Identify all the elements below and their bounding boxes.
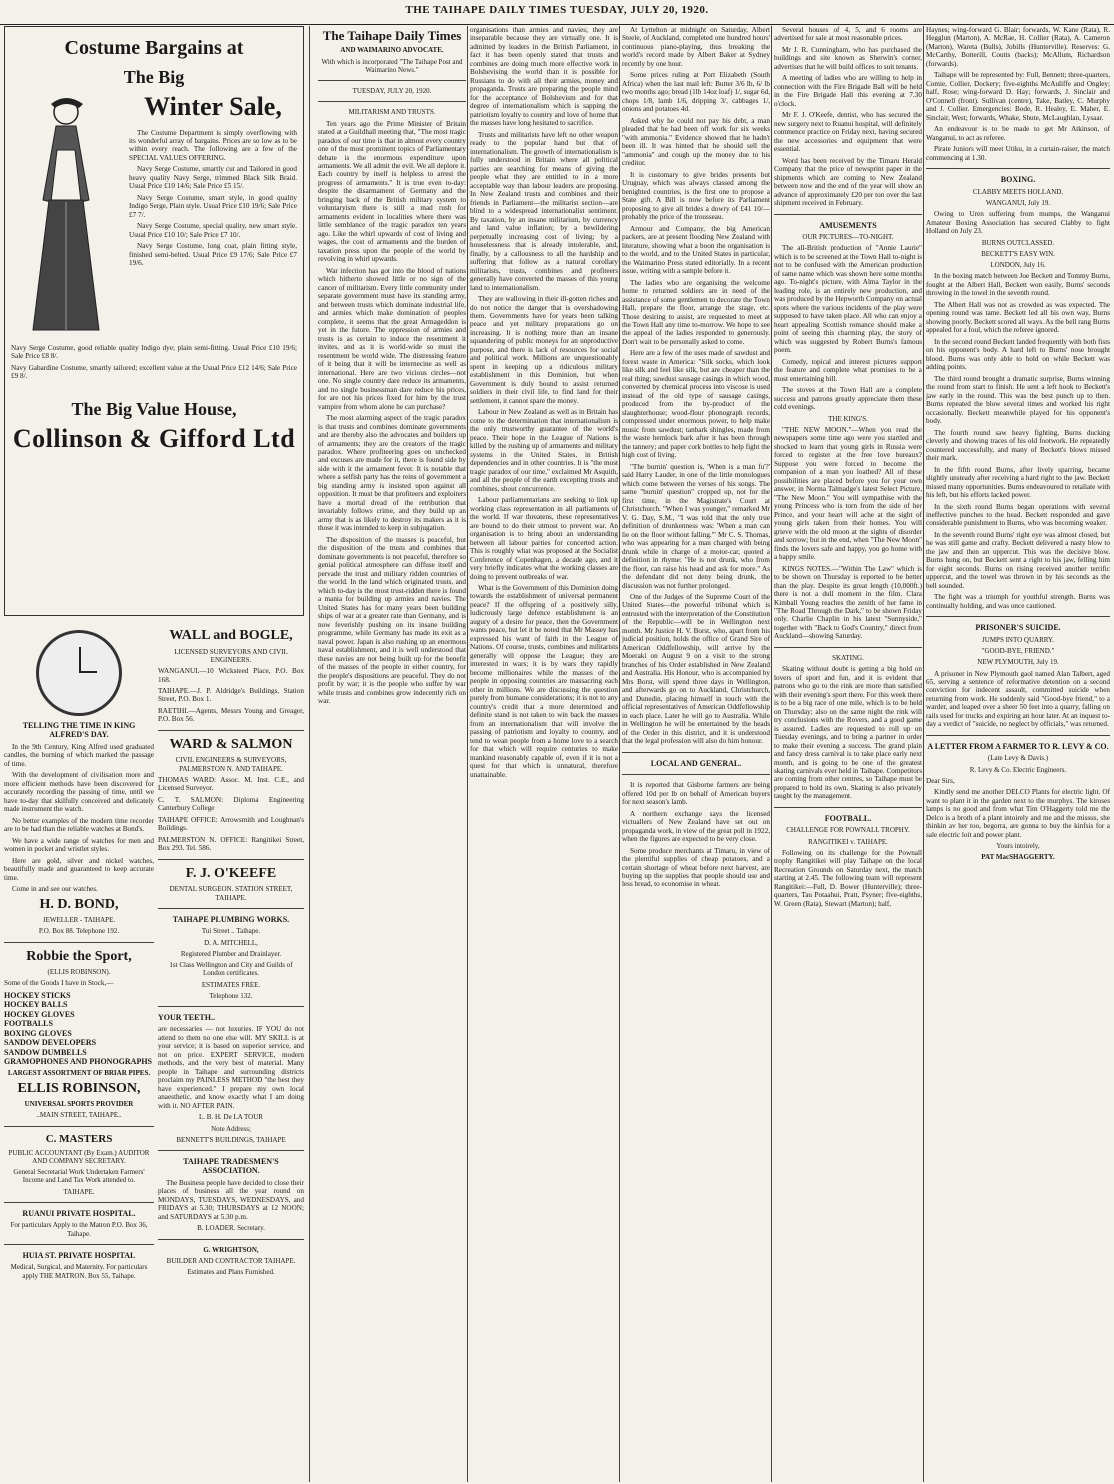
amuse-para: The all-British production of "Annie Laurie" which is to be screened at the Town Hall to-night is not to be confused with the American production of same name which was shown here some months ago. To-night's picture, with Alma Taylor in the leading role, is an entirely new production, and was produced by the Hepworth Company on actual spots where the various incidents of the play were supposed to have taken place. All who can enjoy a heart appealing Scottish romance should make a point of seeing this charming play, the story of which was suggested by Robert Burns's famous poem.: [774, 244, 922, 355]
bond-para: Come in and see our watches.: [12, 885, 98, 894]
winter-sale: Winter Sale,: [144, 91, 282, 121]
firm-name: Collinson & Gifford Ltd: [12, 424, 296, 453]
burns-heading: BURNS OUTCLASSED.: [981, 238, 1055, 247]
plumbing-line: 1st Class Wellington and City and Guilds of London certificates.: [169, 961, 293, 978]
masters-name: C. MASTERS: [45, 1132, 113, 1145]
bond-para: We have a wide range of watches for men and women in pocket and wristlet styles.: [4, 836, 154, 854]
ward-line: PALMERSTON N. OFFICE: Rangitikei Street, Box 293. Tel. 586.: [158, 835, 304, 853]
ward-line: C. T. SALMON: Diploma Engineering Canterbury College: [158, 795, 304, 813]
article-para: Labour parliamentarians are seeking to link up working class representation in all parliaments of the world. If war threatens, these representatives are bound to do their utmost to prevent war. An organisation is to bring about an understanding between all labour parties for concerted action. This is roughly what was proposed at the Socialist Conference of Copenhagen, a decade ago, and it very briefly indicates what the working classes are doing to prevent outbreaks of war.: [470, 496, 618, 581]
wrightson-est: Estimates and Plans Furnished.: [187, 1268, 275, 1277]
masters-l3: TAIHAPE.: [63, 1187, 95, 1196]
teeth-name: L. B. H. De LA TOUR: [199, 1113, 263, 1122]
column-rule: [309, 26, 310, 1482]
ward-title: WARD & SALMON: [169, 736, 293, 752]
teeth-text: are necessaries — not luxuries. IF YOU do not attend to them no one else will. MY SKILL is at your service; it is based on superior service, and not on price. EXPERT SERVICE, modern methods, and the very best of material. Many people in Taihape and surrounding districts proclaim my PAINLESS METHOD "the best they have experienced." I prepare my own local anaesthetic, and know exactly what I am doing with it. NO AFTER PAIN.: [158, 1025, 304, 1110]
boxing-para: In the sixth round Burns began operations with several ineffective punches to the head. Beckett responded and gave considerable punishment to Burns, who was becoming weaker.: [926, 502, 1110, 528]
clabby-heading: CLABBY MEETS HOLLAND.: [972, 187, 1064, 196]
costume-item: Navy Serge Costume, smart style, in good quality Indigo Serge, Plain style. Usual Price £10 19/6; Sale Price £7 7/.: [129, 193, 297, 219]
column-rule: [619, 26, 620, 1482]
letter-dear: Dear Sirs,: [926, 776, 955, 785]
robbie-sub: (ELLIS ROBINSON).: [47, 968, 111, 977]
plumbing-line: Tui Street .. Taihape.: [201, 927, 261, 936]
bond-name: H. D. BOND,: [39, 896, 119, 912]
plumbing-line: Registered Plumber and Drainlayer.: [180, 949, 282, 958]
bond-para: No better examples of the modern time recorder are to be had than the reliable watches at Bond's.: [4, 816, 154, 834]
costume-item: Navy Serge Costume, long coat, plain fitting style, finished semi-belted. Usual Price £9 17/6; Sale Price £7 19/6.: [129, 242, 297, 268]
news-para: Mr J. R. Cunningham, who has purchased the buildings and site known as Sherwin's corner, advertises that he will build offices to suit tenants.: [774, 45, 922, 71]
boxing-para: The third round brought a dramatic surprise, Burns winning the round from start to finish. He sent a left hook to Beckett's jaw early in the round. This was the best punch up to then. Burns repeated the blow several times and worked his right occasionally. Beckett meanwhile played for his opponent's body.: [926, 374, 1110, 426]
watch-icon: [36, 630, 122, 716]
bond-para: In the 9th Century, King Alfred used graduated candles, the burning of which marked the passage of time.: [4, 742, 154, 768]
the-big: The Big: [123, 66, 185, 87]
okeefe-sub: DENTAL SURGEON. STATION STREET, TAIHAPE.: [169, 885, 293, 902]
costume-item: Navy Serge Costume, special quality, new smart style. Usual Price £10 10/; Sale Price £7 10/.: [129, 222, 297, 239]
masters-l2: General Secretarial Work Undertaken Farmers' Income and Land Tax Work attended to.: [13, 1168, 145, 1185]
ward-line: TAIHAPE OFFICE: Arrowsmith and Loughnan's Buildings.: [158, 815, 304, 833]
np-dateline: NEW PLYMOUTH, July 19.: [977, 658, 1059, 667]
boxing-heading: BOXING.: [1000, 175, 1036, 185]
editorial-date: TUESDAY, JULY 20, 1920.: [352, 87, 432, 96]
teeth-addr: BENNETT'S BUILDINGS, TAIHAPE: [176, 1135, 286, 1144]
kings-para: "THE NEW MOON."—When you read the newspapers some time ago were you startled and shocked to learn that young girls in Russia were forced to register at the free love bureaux? Suppose you were forced to become the companion of a man you loathed? All of these possibilities are placed before you for your own answer, in Norma Talmadge's latest Select Picture, "The New Moon." You will sympathise with the young Princess who is torn from the side of her Prince, and your heart will ache at the sight of young girls taken from their homes. You will grieve with the old moon at the sights of disorder and sorrow; but in the end, when "The New Moon" finds the lovers safe and happy, you go home with a happy smile.: [774, 425, 922, 562]
sport-column: [926, 26, 1110, 1480]
boxing-para: The fourth round saw heavy fighting, Burns ducking cleverly and showing traces of his old footwork. He repeatedly countered successfully, and many of Beckett's blows missed their mark.: [926, 428, 1110, 463]
letter-heading: A LETTER FROM A FARMER TO R. LEVY & CO.: [927, 741, 1109, 751]
masters-l1: PUBLIC ACCOUNTANT (By Exam.) AUDITOR AND COMPANY SECRETARY.: [8, 1148, 150, 1165]
article-para: Trusts and militarists have left no other weapon ready to the popular hand but that of internationalism. The growth of internationalism is fully understood in Britain where all political parties are searching for means of giving the people what they are entitled to in a more acceptable way than labour leaders are proposing. In New Zealand trusts and combines and their friends in Parliament—the militarist section—are blind to a widespread internationalist sentiment. By taxation, by an insane militarism, by currency and land value inflation; by a bewildering perpetually increasing cost of living; by a houselessness that is already intolerable, and, finally, by a callousness to all the hardship and suffering that follow as a natural corollary militarists, trusts, combines and profiteers generally have converted the masses of this young land to internationalism.: [470, 130, 618, 292]
sport-para: Pirate Juniors will meet Utiku, in a curtain-raiser, the match commencing at 1.30.: [926, 145, 1110, 162]
boxing-para: In the second round Beckett landed frequently with both fists on his opponent's body. A hard left to Burns' nose brought blood. Burns was only able to hold on while Beckett was adding points.: [926, 337, 1110, 372]
robbie-title: Robbie the Sport,: [26, 948, 132, 964]
sport-para: Taihape will be represented by: Full, Bennett; three-quarters, Comie, Collier, Dockery; five-eighths McAuliffe and Ongley; half, Rose; wing-forward D. Hay; forwards, J. Sinclair and O'Connell (front). Sullivan (centre), Take, Batley, C. Murphy and J. Collier. Emergencies: Bode, R. Healey, E. Maher, E. Sinclair, West; forwards, Whake, Shute, McLaughlan, Lysaar.: [926, 71, 1110, 122]
letter-late: (Late Levy & Davis.): [987, 754, 1049, 763]
bond-para: Here are gold, silver and nickel watches, beautifully made and guaranteed to keep accurate time.: [4, 856, 154, 882]
kings-heading: THE KING'S.: [828, 414, 868, 423]
boxing-para: In the fifth round Burns, after lively sparring, became slightly unsteady after receiving a hard right to the jaw. Beckett missed many opportunities. Burns endeavoured to retaliate with his left, but his efforts lacked power.: [926, 465, 1110, 500]
editorial-para: War infection has got into the blood of nations which hitherto showed little or no sign of the cancer of militarism. Every little community under separate government must have its standing army, and between trusts which dominate industrial life, and armies which make domination of peoples complete, it seems that the great Armageddon is yet in the future. The oppression of armies and trusts is as certain to induce the resentment it invites, and as it is world-wide so must the resentment be world wide. The distressing feature of it being that it will be internecine as well as international. Here are two vicious circles—not one. No single country dare reduce its armaments, and no single businessman dare reduce his prices, for are not his prices fixed for him by the trust vampire from whom alone he can purchase?: [318, 266, 466, 411]
robbie-item: BOXING GLOVES: [4, 1028, 72, 1038]
paper-title: The Taihape Daily Times: [322, 28, 462, 43]
bond-title: TELLING THE TIME IN KING ALFRED'S DAY.: [22, 721, 136, 740]
news-para: Some produce merchants at Timaru, in view of the plentiful supplies of cheap potatoes, and a certain shortage of wheat before next harvest, are buying up the supplies that people should use and less bread, to economise in wheat.: [622, 846, 770, 889]
news-para: Word has been received by the Timaru Herald Company that the price of newsprint paper in the shipments which are coming to New Zealand between now and the end of the year will show an advance of approximately £20 per ton over the last shipment received in February.: [774, 156, 922, 208]
wall-sub: LICENSED SURVEYORS AND CIVIL ENGINEERS.: [174, 647, 288, 664]
teeth-role: Note Address;: [211, 1124, 251, 1133]
wrightson-name: G. WRIGHTSON,: [203, 1245, 259, 1254]
robbie-item: GRAMOPHONES AND PHONOGRAPHS: [4, 1056, 153, 1066]
professional-ads: [158, 626, 304, 1480]
costume-item: Navy Gabardine Costume, smartly tailored; excellent value at the Usual Price £12 14/6; Sale Price £9 8/.: [11, 363, 297, 381]
robbie-item: FOOTBALLS: [4, 1019, 53, 1029]
news-para: One of the Judges of the Supreme Court of the United States—the powerful tribunal which is entrusted with the interpretation of the Constitution of the Republic—will be in Wellington next month. Mr Justice H. V. Borst, who, apart from his judicial position, holds the office of Grand Sire of American Oddfellowship, will arrive by the Moeraki on August 9 on a visit to the strong branches of his Order established in New Zealand and Australia. His Honour, who is accompanied by Mrs Borst, will spend three days in Wellington, and afterwards go on to Auckland, Christchurch, and Dunedin, placing himself in touch with the official representatives of American Oddfellowship in each place. Later he will go to Australia. While in Wellington he will be entertained by the heads of the Order in this district, and it is understood that the legal profession will also do him honour.: [622, 593, 770, 746]
column-rule: [467, 26, 468, 1482]
editorial-para: The most alarming aspect of the tragic paradox is that trusts and combines dominate governments and are thereby also the advocates and builders up of armaments; they are the creators of the tragic paradox. Where profiteering goes on unchecked and excuses are made for it, there is found side by side with it the armament fever. It is notable that where a selfish party has the reins of government a big standing army is insisted upon against all opposition. It must be that profiteers and exploiters have a mortal dread of the retribution that invariably follows crime, and they build up an army that is as likely to destroy its makers as it is those it was intended to keep in subjugation.: [318, 414, 466, 533]
letter-levy: R. Levy & Co. Electric Engineers.: [969, 765, 1067, 774]
letter-yours: Yours intoirely,: [996, 842, 1040, 851]
okeefe-title: F. J. O'KEEFE: [185, 865, 277, 881]
robbie-item: HOCKEY GLOVES: [4, 1009, 75, 1019]
wanganui-dateline: WANGANUI, July 19.: [985, 198, 1051, 207]
column-rule: [923, 26, 924, 1482]
ellis-prov: UNIVERSAL SPORTS PROVIDER: [24, 1100, 134, 1109]
editorial-para: The disposition of the masses is peaceful, but the disposition of the trusts and combines that dominate governments is not peaceful, therefore so genial political atmosphere can diffuse itself and pervade the trust and military ridden countries of the world. In the land which originated trusts, and which to-day is the most trust-ridden there is found a mania for building up armies and navies. The United States has for many years been building ships of war at a greater rate than Germany, and is now feverishly pushing on its insane building programme, while Germany has made its exit as a naval power. Japan is also rushing up an enormous naval establishment, and it is well understood that these navies are not being built up for the benefit of the masses of the people in either country, for the people's dispositions are peaceful. They do not profit by war; it is the people who suffer by war while trusts and combines grow indecently rich on war.: [318, 535, 466, 706]
wrightson-trade: BUILDER AND CONTRACTOR TAIHAPE.: [166, 1256, 296, 1265]
boxing-para: Owing to Uren suffering from mumps, the Wanganui Amateur Boxing Association has secured Clabby to fight Holland on July 23.: [926, 210, 1110, 236]
article-para: They are wallowing in their ill-gotten riches and do not notice the danger that is overshadowing them. Governments have for years been talking peace and yet military preparations go on increasing. It is nothing more than an insane squandering of public moneys for an unproductive purpose, and there is lack of resources for social and political work. Millions are unquestionably spent in keeping up a ridiculous military establishment in this Dominion, but when Government is duly bound to assist returned soldiers in their civil life, to find land for their settlement, it cannot spare the money.: [470, 295, 618, 405]
news-para: At Lyttelton at midnight on Saturday, Albert Steele, of Auckland, completed one hundred hours' continuous piano-playing, thus breaking the world's record made by Albert Baker at Sydney recently by one hour.: [622, 26, 770, 68]
quarry-heading: JUMPS INTO QUARRY.: [982, 635, 1054, 644]
editorial-para: Ten years ago the Prime Minister of Britain stated at a Guildhall meeting that, "The most tragic paradox of our time is that in almost every country one of the most prominent topics of Parliamentary debate is the enormous expenditure upon armaments. We all admit the evil. We all deplore it. Each country by itself is helpless to arrest the progress of armaments." It is true even to-day: despite the disarmament of Germany and the bringing back of the British military system to voluntaryism there is still a mad rush for armaments evident in localities where there was little semblance of the tragic paradox ten years ago. Like the whirl upwards of cost of living and wages, the cost of armaments and the burden of taxation press upon the people of the world by revolving in whirl upwards.: [318, 119, 466, 264]
masthead: THE TAIHAPE DAILY TIMES TUESDAY, JULY 20, 1920.: [0, 0, 1114, 25]
news-para: Mr F. J. O'Keefe, dentist, who has secured the new surgery next to Ruanui hospital, will definitely commence practice on Friday next, having secured the new accessories and equipment that were essential.: [774, 111, 922, 154]
robbie-largest: LARGEST ASSORTMENT OF BRIAR PIPES.: [7, 1069, 151, 1078]
costume-intro: The Costume Department is simply overflowing with its wonderful array of bargains. Prices are so low as to be within every reach. The following are a few of the SPECIAL VALUES OFFERING.: [129, 128, 297, 162]
tradesmen-text: The Business people have decided to close their places of business all the year round on MONDAYS, TUESDAYS, WEDNESDAYS, and FRIDAYS at 5.30; THURSDAYS at 12 NOON; and SATURDAYS at 5.30 p.m.: [158, 1178, 304, 1221]
plumbing-line: Telephone 132.: [209, 991, 253, 1000]
news-column: [622, 26, 770, 1480]
tradesmen-title: TAIHAPE TRADESMEN'S ASSOCIATION.: [183, 1157, 279, 1176]
huia-text: Medical, Surgical, and Maternity. For particulars apply THE MATRON. Box 55, Taihape.: [10, 1263, 148, 1280]
robbie-item: HOCKEY BALLS: [4, 1000, 68, 1010]
ellis-name: ELLIS ROBINSON,: [17, 1080, 141, 1096]
football-para: Following on its challenge for the Pownall trophy Rangitikei will play Taihape on the local Recreation Grounds on Saturday next, the match starting at 2.45. The following team will represent Rangitikei:—Full, D. Bower (Hunterville); three-quarters, Tau Potaahui, Pratt, Psyner; five-eighths, W. Green (Rata), Stewart (Marton); half,: [774, 848, 922, 908]
boxing-para: In the seventh round Burns' right eye was almost closed, but he was still game and crafty. Beckett delivered a nasty blow to the jaw and then an uppercut. This was the decisive blow. Burns hung on, but Beckett sent a right to his jaw, felling him for eight seconds. Burns on rising received another terrific uppercut, and the towel was thrown in by his seconds as the bell sounded.: [926, 530, 1110, 590]
article-para: What is the Government of this Dominion doing towards the establishment of universal permanent peace? If the offspring of a positively silly, ludicrously large defence establishment is an augury of a desire for peace, then the Government wants peace, but let it be noted that Mr Massey has expressed his want of faith in the League of Nations. Of course, trusts, combines and militarists generally will oppose the League; they are interested in wars; it is by wars they rapidly become millionaires while the masses of the people in opposing countries are massacring each other in millions. We are discussing the question purely from humane considerations; it is not to any country's credit that a more determined and definite stand is not taken to win back the masses from an internationalism that will involve the passing of patriotism and loyalty to country, and tend to wean people from a home love to a search for that which will require centuries to make mankind reasonably capable of, even if it is not a quest for that which is unnatural, therefore unattainable.: [470, 584, 618, 779]
amusements-column: [774, 26, 922, 1480]
sport-para: Haynes; wing-forward G. Blair; forwards, W. Kane (Rata), R. Hegglun (Marton), A. McRae, H. Collier (Rata), A. Cameron (Marton), Wareta (Bulls), Jobills (Hunterville). Reserves: G. McCarthy, Botterill, Coutts (backs); McAllum, Richardson (forwards).: [926, 26, 1110, 68]
ward-sub: CIVIL ENGINEERS & SURVEYORS, PALMERSTON N. AND TAIHAPE.: [175, 756, 287, 773]
robbie-item: HOCKEY STICKS: [4, 990, 71, 1000]
news-para: The ladies who are organising the welcome home to returned soldiers are in need of the assistance of some gentlemen to decorate the Town Hall, prepare the floor, arrange the stage, etc. Those desiring to assist, are requested to meet at the Town Hall any time to-morrow. We hope to see the appeal of the ladies responded to generously. Don't wait to be personally asked to come.: [622, 278, 770, 346]
letter-sig: PAT MacSHAGGERTY.: [981, 853, 1055, 862]
wall-line: RAETIHI.—Agents, Messrs Young and Greager, P.O. Box 56.: [158, 706, 304, 724]
skating-heading: SKATING.: [832, 653, 864, 662]
amuse-para: Comedy, topical and interest pictures support the feature and complete what promises to be a most entertaining bill.: [774, 357, 922, 383]
boxing-para: The fight was a triumph for youthful strength. Burns was continually holding, and was once cautioned.: [926, 593, 1110, 610]
wall-line: WANGANUI.—10 Wicksteed Place, P.O. Box 168.: [158, 667, 304, 684]
costume-title: Costume Bargains at: [64, 37, 244, 59]
news-para: A northern exchange says the licensed victuallers of New Zealand have set out on propaganda work, in view of the great poll in 1922, when the figures are expected to be very close.: [622, 809, 770, 844]
lady-illustration: [11, 90, 121, 340]
ruanui-text: For particulars Apply to the Matron P.O. Box 36, Taihape.: [10, 1221, 148, 1238]
suicide-para: A prisoner in New Plymouth gaol named Alan Talbert, aged 65, serving a sentence of reformative detention on a second conviction for indecent assault, committed suicide when returning from work. He suddenly said "Good-bye friend," to a warder, and leaped over a sheer 50 feet into a quarry, falling on rails used for trucks and expiring an hour later. At an inquest to-day a verdict of "suicide, no neglect by officials," was returned.: [926, 669, 1110, 729]
robbie-item: SANDOW DEVELOPERS: [4, 1038, 97, 1048]
pownall-heading: CHALLENGE FOR POWNALL TROPHY.: [786, 826, 910, 835]
huia-title: HUIA ST. PRIVATE HOSPITAL: [22, 1250, 136, 1260]
news-para: Several houses of 4, 5, and 6 rooms are advertised for sale at most reasonable prices.: [774, 26, 922, 43]
ellis-street: ..MAIN STREET, TAIHAPE..: [36, 1111, 122, 1120]
editorial-heading: MILITARISM AND TRUSTS.: [348, 108, 436, 117]
ruanui-title: RUANUI PRIVATE HOSPITAL.: [22, 1208, 136, 1218]
news-para: It is customary to give brides presents but Uruguay, which was always classed among the benighted countries, is the first one to propose a State gift. A Bill is now before its Parliament proposing to give all brides a dowry of £41 10/—probably the price of the trousseau.: [622, 170, 770, 222]
suicide-heading: PRISONER'S SUICIDE.: [975, 623, 1061, 633]
london-dateline: LONDON, July 16.: [990, 261, 1046, 270]
costume-item: Navy Serge Costume, good reliable quality Indigo dye; plain semi-fitting. Usual Price £10 19/6; Sale Price £8 8/.: [11, 343, 297, 361]
plumbing-line: ESTIMATES FREE.: [201, 980, 261, 989]
news-para: Armour and Company, the big American packers, are at present flooding New Zealand with literature, showing what a boon the organisation is to the world, and to the United States in particular, the Waimarino Press stated editorially. In a recent issue, writing with a sample before it.: [622, 224, 770, 276]
editorial-column: [318, 26, 466, 1480]
editorial-continued: [470, 26, 618, 1480]
news-para: A meeting of ladies who are willing to help in connection with the Fire Brigade Ball will be held in the Fire Brigade Hall this evening at 7.30 o'clock.: [774, 74, 922, 108]
article-para: organisations than armies and navies; they are inseparable because they are virtually one. It is admitted by leaders in the British Parliament, in fact it has been openly stated that trusts and combines are doing much more effective work in Bolshevising the world than it is possible for Russians to do with all their armies, money and propaganda. Trusts are preparing the people mind for the acceptance of Bolshevism and for that degree of internationalism which is sapping the patriotism loyalty to country and love of home that the masses have long hesitated to sacrifice.: [470, 26, 618, 128]
big-value-house: The Big Value House,: [71, 398, 237, 419]
football-heading: FOOTBALL.: [824, 813, 872, 823]
bond-trade: JEWELLER - TAIHAPE.: [42, 916, 116, 925]
pictures-heading: OUR PICTURES—TO-NIGHT.: [802, 233, 894, 242]
ward-line: THOMAS WARD: Assoc. M. Inst. C.E., and Licensed Surveyor.: [158, 775, 304, 793]
boxing-para: In the boxing match between Joe Beckett and Tommy Burns, fought at the Albert Hall, Beckett won easily, Burns' seconds throwing in the towel in the seventh round.: [926, 272, 1110, 298]
bond-para: With the development of civilisation more and more efficient methods have been discovered for accurately recording the passing of time, until we have to-day that skilfully conceived and delicately made instrument the watch.: [4, 771, 154, 814]
plumbing-line: D. A. MITCHELL,: [204, 938, 258, 947]
amusements-heading: AMUSEMENTS: [819, 220, 877, 230]
column-rule: [771, 26, 772, 1482]
sport-para: An endeavour is to be made to get Mr Atkinson, of Wanganui, to act as referee.: [926, 125, 1110, 142]
news-para: Some prices ruling at Port Elizabeth (South Africa) when the last mail left: Butter 3/6 lb, 6/ lb two months ago; bread (1lb 14oz loaf) 1/, sugar 6d, chops 1/8, lamb 1/6, dripping 3/, cabbages 1/, onions and potatoes 4d.: [622, 71, 770, 114]
goodbye-heading: "GOOD-BYE, FRIEND.": [981, 647, 1055, 656]
bond-box: P.O. Box 88. Telephone 192.: [38, 927, 120, 936]
letter-para: Kindly send me another DELCO Plants for electric light. Of want to plant it in the garden next to the murphys. The kiroses lamps is no good and from what Tim O'Haggerty told me the Delco is a broth of a plant intoirely and me and the missus, she thinkin av her too, begorra, are gonna to buy the kinfsis for a sale electric loit and power plant.: [926, 788, 1110, 839]
tradesmen-sig: B. LOADER. Secretary.: [197, 1224, 265, 1233]
beckett-heading: BECKETT'S EASY WIN.: [981, 249, 1055, 258]
article-para: Labour in New Zealand as well as in Britain has come to the determination that internationalism is the only trustworthy guarantee of the world's peace. Their hope in the League of Nations is killed by the rushing up of armaments and military systems in the United States, in British dependencies and in other countries. It is "the most tragic paradox of our time," exclaimed Mr Asquith, and all the people of the earth excepting trusts and combines, shout concurrence.: [470, 408, 618, 493]
news-para: Here are a few of the uses made of sawdust and forest waste in America: "Silk socks, which look like silk and feel like silk, but are cheaper than the real thing; sawdust sausage casings in which wood, converted by chemical process into viscose is used instead of the old type of sausage casings, produced from the by-product of the slaughterhouse; wood-flour phonograph records, compressed under enormous power, to help make music from sawdust; tanbark shingles, made from the waste hemlock bark after it has been through the tannery; and paper cork bottles to help fight the high cost of living.: [622, 349, 770, 460]
amuse-para: The stoves at the Town Hall are a complete success and patrons greatly appreciate them these cold evenings.: [774, 386, 922, 412]
costume-advert: [4, 26, 304, 616]
news-para: "The burnin' question is, 'When is a man fu'?' said Harry Lauder, in one of the little monologues which come between the verses of his songs. The same "burnin' question" cropped up, not for the first time, in the Magistrate's Court at Christchurch. "When I was younger," remarked Mr V. G. Day, S.M., "I was told that the only true definition of drunkenness was: 'When a man can lie on the floor without falling.'" Mr C. S. Thomas, who was appearing for a man charged with being drunk while in charge of a motor-car, quoted a definition in rhyme: "He is not drunk, who from the floor, can raise his head and ask for more." As the defendant did not deny being drunk, the discussion was not further prolonged.: [622, 462, 770, 590]
skating-para: Skating without doubt is getting a big hold on lovers of sport and fun, and it is evident that patrons who go to the rink are more than satisfied with their evening's sport there. For this week there is to be a big race of one mile, which is to be held on Thursday; also on the same night the rink will try conclusions with the Rovers, and a good game is assured. Ladies are requested to roll up on Tuesday evenings, and to bring a partner in order to make their evening a success. The grand plain and fancy dress carnival is to take place early next month, and is going to be one of the greatest skating carnivals ever held in Taihape. Competitors are coming from other centres, so Taihape must be prepared to hold its own. Skating is also privately taught by the management.: [774, 665, 922, 801]
news-para: Asked why he could not pay his debt, a man pleaded that he had been off work for six weeks "with ammonia." Evidence showed that he hadn't been ill. It was hinted that he should sell the "ammonia" and cough up the money due to his creditor.: [622, 116, 770, 168]
robbie-item: SANDOW DUMBELLS: [4, 1047, 87, 1057]
wall-title: WALL and BOGLE,: [169, 628, 293, 643]
boxing-para: The Albert Hall was not as crowded as was expected. The opening round was tame. Beckett led all his own way, Burns showing poorly. Beckett scored all ways. As the bell rang Burns appealed for a foul, which the referee ignored.: [926, 300, 1110, 335]
wall-line: TAIHAPE.—J. P. Aldridge's Buildings, Station Street, P.O. Box 1.: [158, 686, 304, 704]
paper-sub: AND WAIMARINO ADVOCATE.: [340, 46, 444, 55]
costume-item: Navy Serge Costume, smartly cut and Tailored in good heavy quality Navy Serge, trimmed Black Silk Braid. Usual Price £10 14/6; Sale Price £5 15/.: [129, 165, 297, 191]
news-para: It is reported that Gisborne farmers are being offered 10d per lb on behalf of American buyers for next season's lamb.: [622, 781, 770, 807]
robbie-intro: Some of the Goods I have in Stock,—: [4, 979, 114, 988]
rangitikei-heading: RANGITIKEI v. TAIHAPE.: [808, 837, 888, 846]
local-general-heading: LOCAL AND GENERAL.: [650, 758, 742, 768]
kings-para: KINGS NOTES.—"Within The Law" which is to be shown on Thursday is reported to be better than the play. Despite its great length (10,000ft.) there is not a dull moment in the film. Clara Kimball Young reaches the zenith of her fame in "The Road Through the Dark," to be shown Friday only. Charlie Chaplin in his latest "Sunnyside," together with "Back to God's Country," direct from Auckland—showing Saturday.: [774, 564, 922, 641]
plumbing-title: TAIHAPE PLUMBING WORKS.: [172, 914, 290, 924]
paper-with: With which is incorporated "The Taihape Post and Waimarino News.": [321, 57, 463, 74]
left-ads: [4, 626, 154, 1480]
teeth-title: YOUR TEETH..: [158, 1013, 215, 1023]
